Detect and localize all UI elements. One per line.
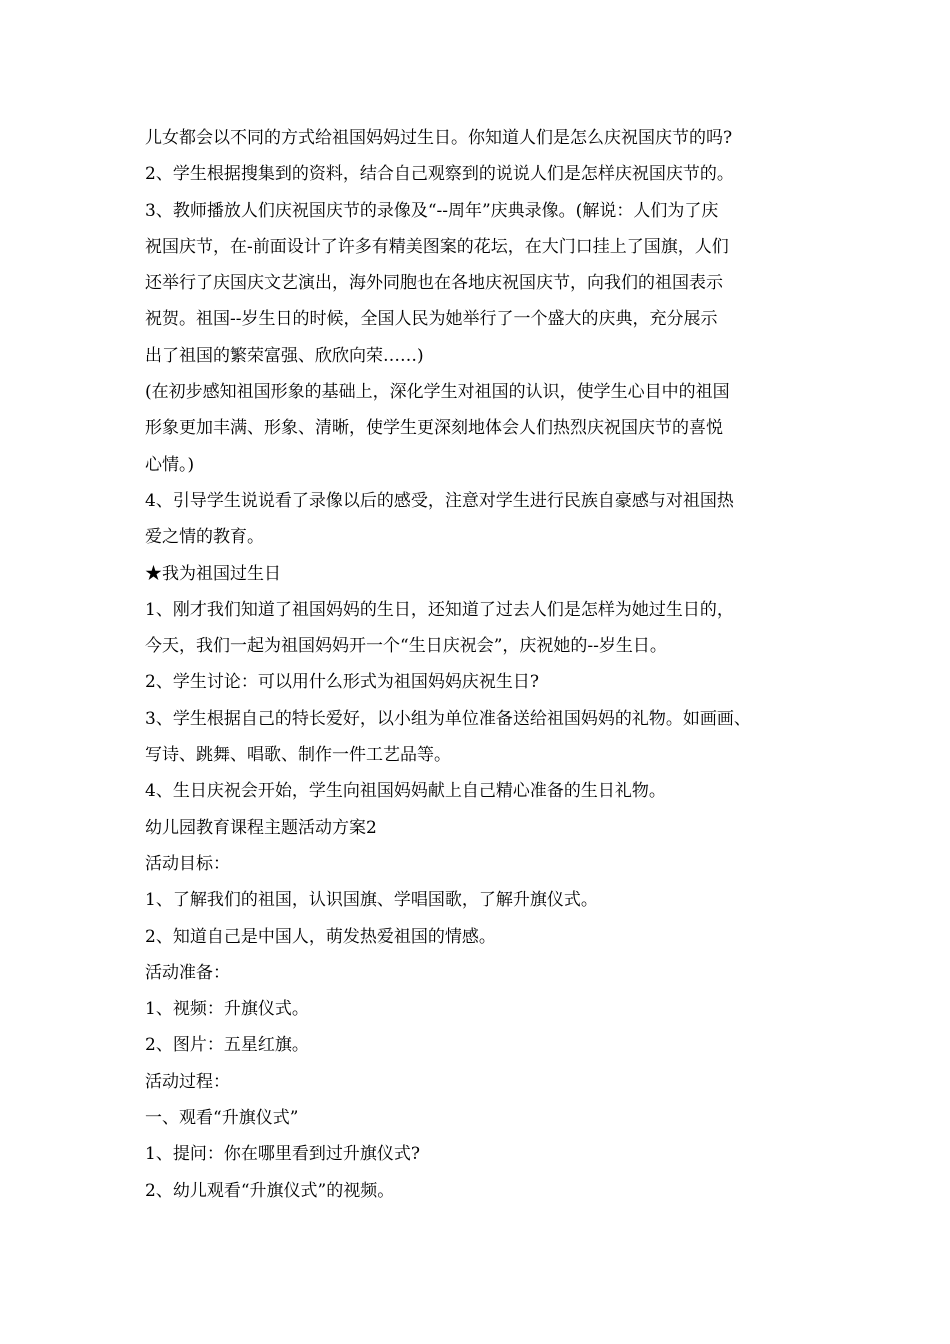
text-line: 一、观看“升旗仪式” (145, 1108, 299, 1129)
text-line: 3、教师播放人们庆祝国庆节的录像及“--周年”庆典录像。(解说：人们为了庆 (145, 200, 719, 221)
text-line: 2、学生根据搜集到的资料，结合自己观察到的说说人们是怎样庆祝国庆节的。 (145, 164, 734, 185)
text-line: 还举行了庆国庆文艺演出，海外同胞也在各地庆祝国庆节，向我们的祖国表示 (145, 273, 723, 294)
text-line: 4、生日庆祝会开始，学生向祖国妈妈献上自己精心准备的生日礼物。 (145, 781, 666, 802)
text-line: (在初步感知祖国形象的基础上，深化学生对祖国的认识，使学生心目中的祖国 (145, 382, 730, 403)
text-line: 3、学生根据自己的特长爱好，以小组为单位准备送给祖国妈妈的礼物。如画画、 (145, 708, 751, 729)
text-line: 心情。) (145, 454, 195, 475)
section-heading: 活动过程： (145, 1071, 230, 1092)
text-line: 1、视频：升旗仪式。 (145, 999, 309, 1020)
text-line: 1、了解我们的祖国，认识国旗、学唱国歌，了解升旗仪式。 (145, 890, 598, 911)
section-heading: ★我为祖国过生日 (145, 563, 281, 584)
text-line: 祝国庆节，在-前面设计了许多有精美图案的花坛，在大门口挂上了国旗，人们 (145, 236, 729, 257)
document-body (145, 120, 825, 1209)
text-line: 祝贺。祖国--岁生日的时候，全国人民为她举行了一个盛大的庆典，充分展示 (145, 309, 718, 330)
text-line: 2、知道自己是中国人，萌发热爱祖国的情感。 (145, 926, 496, 947)
text-line: 1、提问：你在哪里看到过升旗仪式? (145, 1144, 420, 1165)
text-line: 儿女都会以不同的方式给祖国妈妈过生日。你知道人们是怎么庆祝国庆节的吗? (145, 128, 733, 148)
text-line: 4、引导学生说说看了录像以后的感受，注意对学生进行民族自豪感与对祖国热 (145, 490, 734, 511)
text-line: 今天，我们一起为祖国妈妈开一个“生日庆祝会”，庆祝她的--岁生日。 (145, 636, 667, 657)
section-heading: 活动目标： (145, 853, 230, 874)
text-line: 形象更加丰满、形象、清晰，使学生更深刻地体会人们热烈庆祝国庆节的喜悦 (145, 418, 723, 439)
text-line: 出了祖国的繁荣富强、欣欣向荣……) (145, 345, 424, 366)
text-line: 爱之情的教育。 (145, 527, 264, 548)
plan-title: 幼儿园教育课程主题活动方案2 (145, 817, 377, 838)
text-line: 写诗、跳舞、唱歌、制作一件工艺品等。 (145, 745, 451, 766)
text-line: 2、图片：五星红旗。 (145, 1035, 309, 1056)
section-heading: 活动准备： (145, 962, 230, 983)
text-line: 2、幼儿观看“升旗仪式”的视频。 (145, 1180, 395, 1201)
text-line: 2、学生讨论：可以用什么形式为祖国妈妈庆祝生日? (145, 672, 539, 693)
text-line: 1、刚才我们知道了祖国妈妈的生日，还知道了过去人们是怎样为她过生日的， (145, 599, 734, 620)
